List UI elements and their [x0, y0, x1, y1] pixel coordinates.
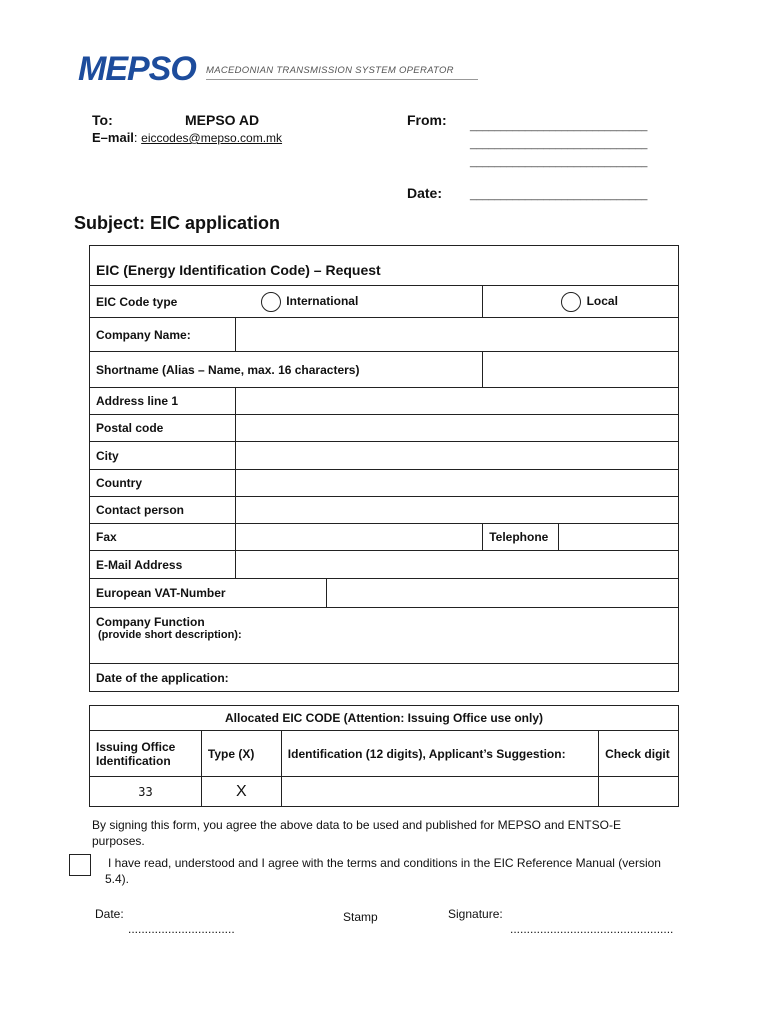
contact-person-field[interactable] [235, 497, 678, 524]
address-line-field[interactable] [235, 388, 678, 415]
postal-code-label: Postal code [90, 415, 236, 442]
radio-local-icon[interactable] [561, 292, 581, 312]
terms-text: I have read, understood and I agree with the terms and conditions in the EIC Reference Manual (version 5.4). [105, 856, 661, 886]
allocated-title: Allocated EIC CODE (Attention: Issuing Office use only) [90, 706, 679, 731]
from-line-1[interactable]: _____________________________ [470, 120, 648, 132]
eic-request-table [89, 245, 679, 692]
vat-number-label: European VAT-Number [90, 579, 327, 608]
col-check-digit: Check digit [599, 731, 679, 777]
date-application-cell[interactable] [90, 664, 679, 692]
col-type: Type (X) [201, 731, 281, 777]
signature-line[interactable]: ................................................. [510, 922, 674, 936]
company-name-field[interactable] [235, 318, 678, 352]
identification-field[interactable] [281, 777, 598, 807]
date-application-label: Date of the application: [96, 670, 229, 685]
telephone-label: Telephone [483, 524, 559, 551]
email-address-label: E-Mail Address [90, 551, 236, 579]
terms-checkbox[interactable] [69, 854, 91, 876]
email-row: E–mail: eiccodes@mepso.com.mk [92, 130, 283, 145]
check-digit-field[interactable] [599, 777, 679, 807]
company-function-cell[interactable] [90, 608, 679, 664]
address-line-label: Address line 1 [90, 388, 236, 415]
date-line[interactable]: _____________________________ [470, 189, 648, 201]
mepso-logo: MEPSO [78, 50, 196, 88]
to-label: To: [92, 112, 113, 128]
logo-tagline: MACEDONIAN TRANSMISSION SYSTEM OPERATOR [206, 65, 454, 76]
from-label: From: [407, 112, 447, 128]
telephone-field[interactable] [559, 524, 679, 551]
email-label: E–mail [92, 130, 134, 145]
postal-code-field[interactable] [235, 415, 678, 442]
tagline-divider [206, 79, 478, 80]
col-issuing-office: Issuing Office Identification [90, 731, 202, 777]
city-field[interactable] [235, 442, 678, 470]
subject-heading: Subject: EIC application [74, 213, 281, 233]
from-line-3[interactable]: _____________________________ [470, 156, 648, 168]
fax-field[interactable] [235, 524, 482, 551]
stamp-label: Stamp [343, 910, 378, 924]
company-function-label: Company Function [96, 615, 205, 629]
footer-date-label: Date: [95, 907, 124, 921]
allocated-code-table [89, 705, 679, 807]
form-title: EIC (Energy Identification Code) – Request [90, 246, 679, 286]
option-local-label: Local [586, 293, 618, 308]
consent-text: By signing this form, you agree the above data to be used and published for MEPSO and ENTSO-E purposes. [92, 818, 621, 848]
radio-international-icon[interactable] [261, 292, 281, 312]
email-address-field[interactable] [235, 551, 678, 579]
country-field[interactable] [235, 470, 678, 497]
fax-label: Fax [90, 524, 236, 551]
vat-number-field[interactable] [327, 579, 679, 608]
date-label: Date: [407, 185, 443, 201]
shortname-label: Shortname (Alias – Name, max. 16 characters) [90, 352, 483, 388]
company-function-hint: (provide short description): [98, 629, 242, 641]
country-label: Country [90, 470, 236, 497]
option-local[interactable] [483, 286, 679, 318]
footer-date-line[interactable]: ................................ [128, 922, 235, 936]
shortname-field[interactable] [483, 352, 679, 388]
to-value: MEPSO AD [185, 112, 260, 128]
company-name-label: Company Name: [90, 318, 236, 352]
contact-person-label: Contact person [90, 497, 236, 524]
email-link[interactable]: eiccodes@mepso.com.mk [141, 131, 283, 145]
type-value: X [201, 777, 281, 807]
option-international[interactable] [286, 286, 483, 318]
issuing-office-value: 33 [90, 777, 202, 807]
city-label: City [90, 442, 236, 470]
code-type-label: EIC Code type [90, 286, 327, 318]
from-line-2[interactable]: _____________________________ [470, 138, 648, 150]
col-identification: Identification (12 digits), Applicant’s Suggestion: [281, 731, 598, 777]
option-international-label: International [286, 293, 359, 308]
signature-label: Signature: [448, 907, 503, 921]
